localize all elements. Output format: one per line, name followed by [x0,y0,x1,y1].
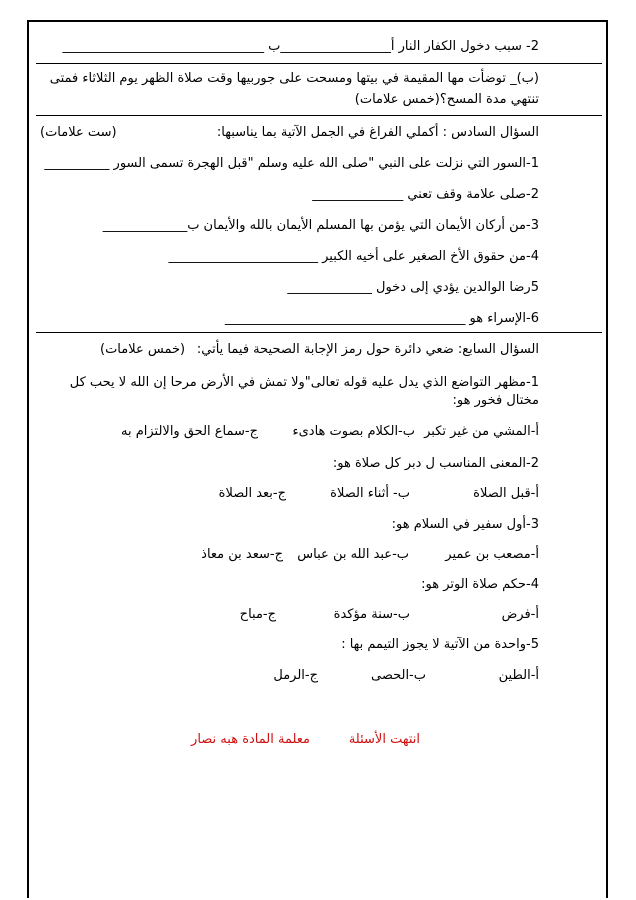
divider [36,115,602,116]
q7-q1-line-1: 1-مظهر التواضع الذي يدل عليه قوله تعالى"ولا تمش في الأرض مرحا إن الله لا يحب كل [69,375,539,390]
q6-item-4: 4-من حقوق الأخ الصغير على أخيه الكبير _______________________ [168,249,539,264]
q7-q2-option-b: ب- أثناء الصلاة [330,486,410,501]
q7-q5-option-c: ج-الرمل [273,668,318,683]
q7-q5-option-a: أ-الطين [498,668,539,683]
q5-item-2: 2- سبب دخول الكفار النار أ_________________ب _______________________________ [62,39,539,54]
q7-q1-option-a: أ-المشي من غير تكبر [424,424,539,439]
q7-marks: (خمس علامات) [100,342,186,357]
q7-header: السؤال السابع: ضعي دائرة حول رمز الإجابة الصحيحة فيما يأتي: [196,342,539,357]
q7-q4-option-a: أ-فرض [501,607,539,622]
q7-q4-option-c: ج-مباح [239,607,276,622]
q6-header: السؤال السادس : أكملي الفراغ في الجمل الآتية بما يناسبها: [216,125,539,140]
q6-item-1: 1-السور التي نزلت على النبي "صلى الله عليه وسلم "قبل الهجرة تسمى السور __________ [44,156,539,171]
divider [36,63,602,64]
q6-item-6: 6-الإسراء هو _____________________________________ [224,311,539,326]
q7-q3-option-b: ب-عبد الله بن عباس [297,547,409,562]
q7-q3-option-a: أ-مصعب بن عمير [445,547,539,562]
q6-item-3: 3-من أركان الأيمان التي يؤمن بها المسلم الأيمان بالله والأيمان ب_____________ [102,218,539,233]
q7-q2-option-a: أ-قبل الصلاة [473,486,539,501]
q7-q5-option-b: ب-الحصى [370,668,426,683]
q7-q4-text: 4-حكم صلاة الوتر هو: [421,577,539,592]
q7-q3-text: 3-أول سفير في السلام هو: [391,517,539,532]
q6-marks: (ست علامات) [40,125,117,140]
q7-q5-text: 5-واحدة من الآتية لا يجوز التيمم بها : [341,637,539,652]
q7-q3-option-c: ج-سعد بن معاذ [201,547,283,562]
q6-item-5: 5رضا الوالدين يؤدي إلى دخول _____________ [287,280,539,295]
teacher-name-text: معلمة المادة هبه نصار [191,732,310,747]
q5-b-line-2: تنتهي مدة المسح؟(خمس علامات) [354,92,539,107]
q7-q2-option-c: ج-بعد الصلاة [218,486,286,501]
q6-item-2: 2-صلى علامة وقف تعني ______________ [312,187,539,202]
q7-q4-option-b: ب-سنة مؤكدة [333,607,410,622]
divider [36,332,602,333]
q7-q2-text: 2-المعنى المناسب ل دبر كل صلاة هو: [332,456,539,471]
q7-q1-option-c: ج-سماع الحق والالتزام به [120,424,258,439]
end-of-questions-text: انتهت الأسئلة [348,732,420,747]
q7-q1-line-2: مختال فخور هو: [452,393,539,408]
q7-q1-option-b: ب-الكلام بصوت هادىء [292,424,415,439]
q5-b-line-1: (ب)_ توضأت مها المقيمة في بيتها ومسحت على جوربيها وقت صلاة الظهر يوم الثلاثاء فمتى [49,71,539,86]
